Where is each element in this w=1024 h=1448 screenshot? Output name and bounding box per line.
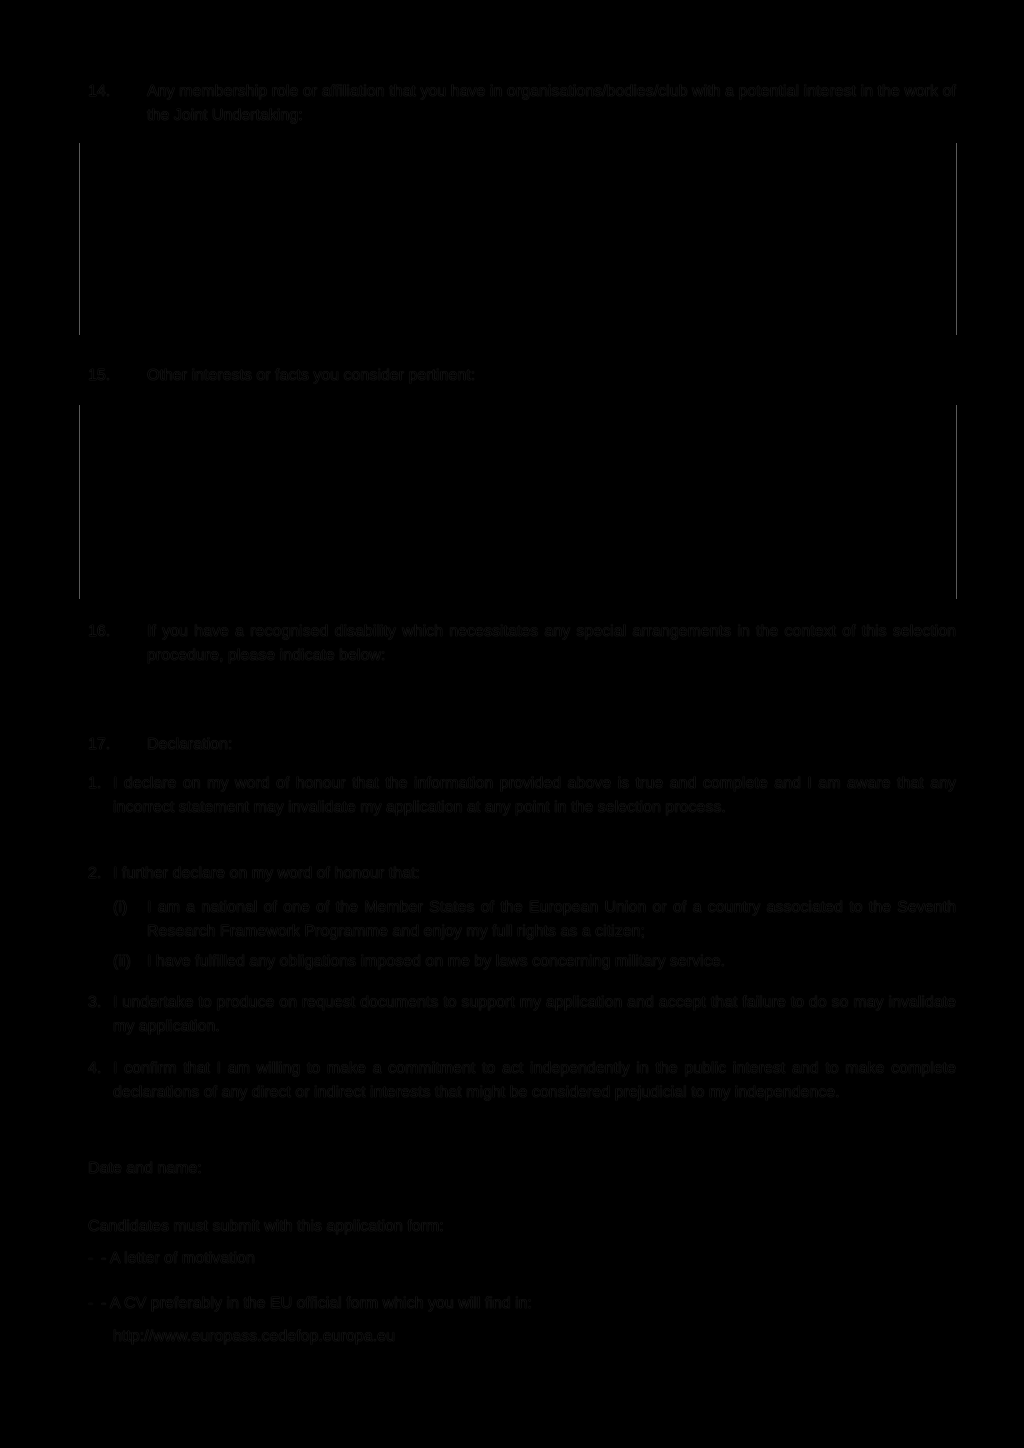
declaration-4-number: 4. <box>88 1060 102 1077</box>
q16-text: If you have a recognised disability which necessitates any special arrangements in the context of this selection procedure, please indicate below: <box>147 623 956 664</box>
declaration-2-number: 2. <box>88 865 102 882</box>
declaration-2-text: I further declare on my word of honour that: <box>113 865 420 882</box>
declaration-2-sub-i-text: I am a national of one of the Member States of the European Union or of a country associated to the Seventh Research Framework Programme and enjoy my full rights as a citizen; <box>147 899 956 940</box>
q14-text: Any membership role or affiliation that you have in organisations/bodies/club with a potential interest in the work of the Joint Undertaking: <box>147 83 956 124</box>
declaration-3-number: 3. <box>88 994 102 1011</box>
bullet-marker: - <box>88 1295 94 1312</box>
declaration-1-text: I declare on my word of honour that the information provided above is true and complete and I am aware that any incorrect statement may invalidate my application at any point in the selection process. <box>113 775 956 816</box>
declaration-3-text: I undertake to produce on request documents to support my application and accept that failure to do so may invalidate my application. <box>113 994 956 1035</box>
declaration-2-sub-ii-text: I have fulfilled any obligations imposed on me by laws concerning military service. <box>147 953 726 970</box>
submission-intro: Candidates must submit with this application form: <box>88 1218 444 1235</box>
declaration-4-text: I confirm that I am willing to make a commitment to act independently in the public interest and to make complete declarations of any direct or indirect interests that might be considered prejudicial to my independence. <box>113 1060 956 1101</box>
q17-text: Declaration: <box>147 736 233 753</box>
declaration-1-number: 1. <box>88 775 102 792</box>
submission-item-cv: - A CV preferably in the EU official form which you will find in: <box>101 1295 532 1312</box>
q16-number: 16. <box>88 623 111 640</box>
declaration-2-sub-ii-number: (ii) <box>113 953 131 970</box>
date-and-name-label: Date and name: <box>88 1160 202 1177</box>
bullet-marker: - <box>88 1250 94 1267</box>
declaration-2-sub-i-number: (i) <box>113 899 128 916</box>
q14-number: 14. <box>88 83 111 100</box>
q15-answer-box[interactable] <box>79 405 957 599</box>
submission-item-motivation-letter: - A letter of motivation <box>101 1250 255 1267</box>
europass-link[interactable]: http://www.europass.cedefop.europa.eu <box>113 1328 395 1345</box>
q15-text: Other interests or facts you consider pertinent: <box>147 367 476 384</box>
q15-number: 15. <box>88 367 111 384</box>
q17-number: 17. <box>88 736 111 753</box>
q14-answer-box[interactable] <box>79 143 957 335</box>
